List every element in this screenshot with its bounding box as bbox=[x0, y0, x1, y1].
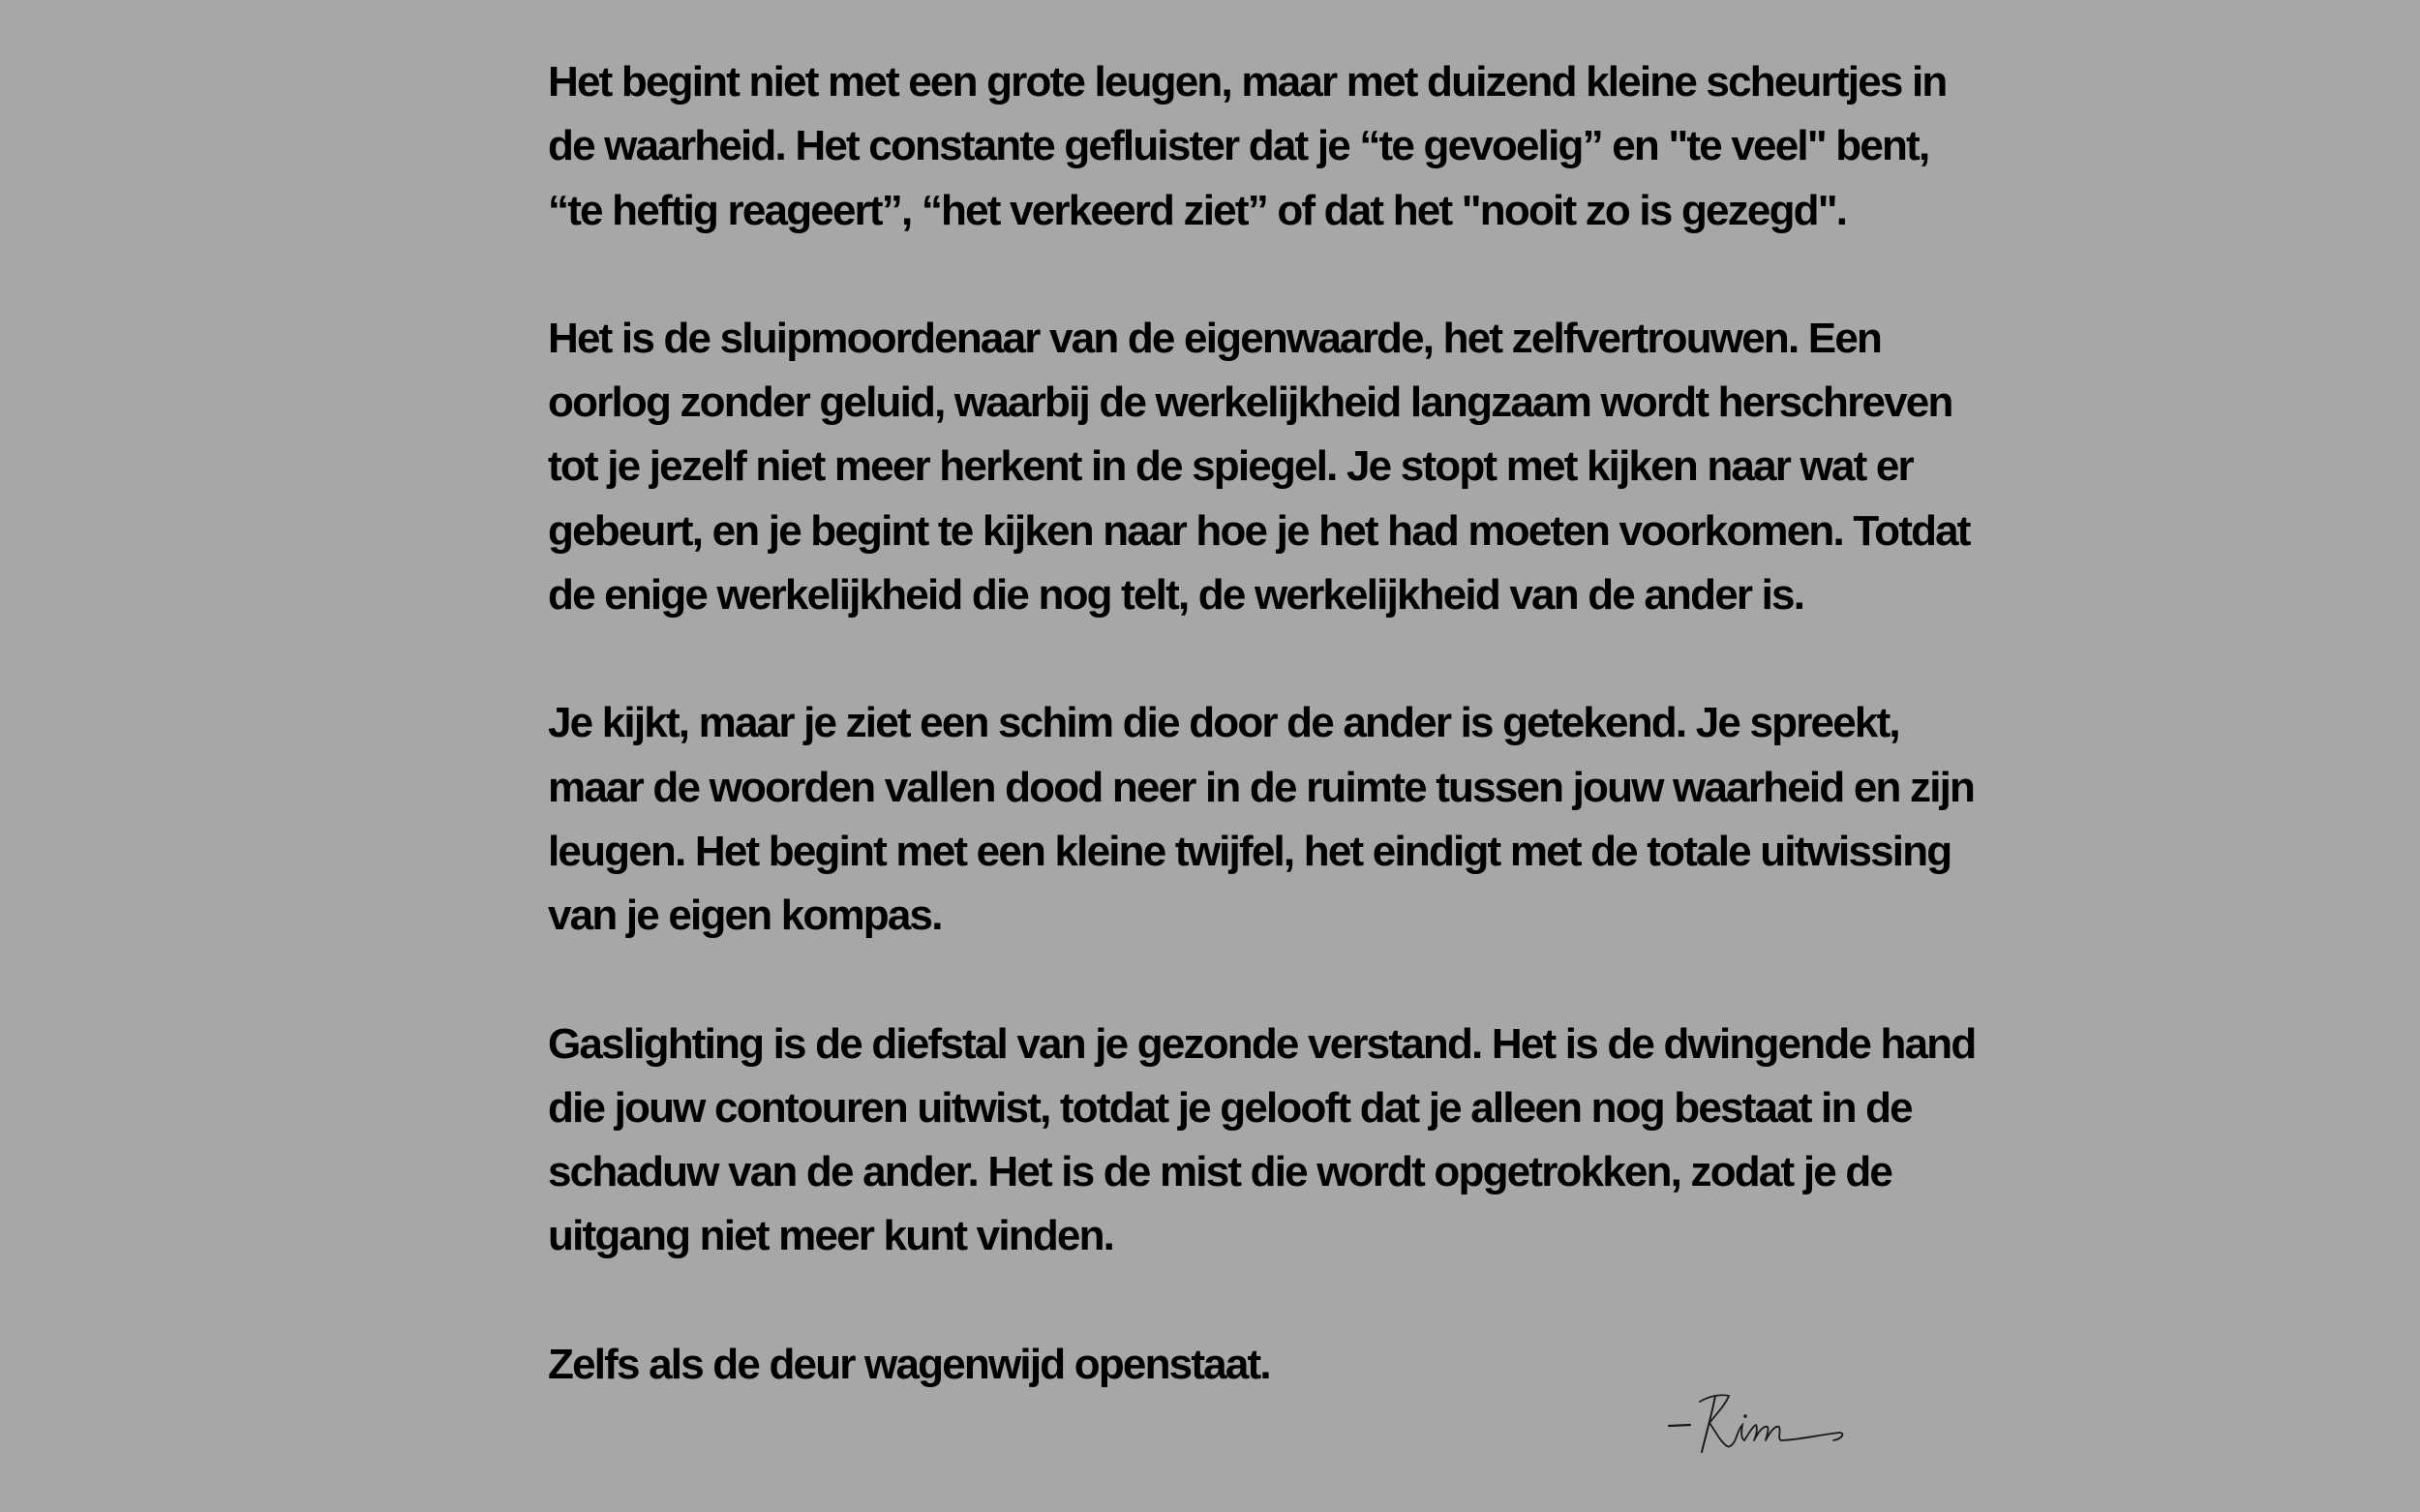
paragraph-2 bbox=[548, 307, 1970, 627]
paragraph-1 bbox=[548, 50, 1947, 243]
text-line: Gaslighting is de diefstal van je gezonde verstand. Het is de dwingende hand bbox=[548, 1019, 1976, 1068]
text-column bbox=[548, 50, 1976, 1397]
text-line: oorlog zonder geluid, waarbij de werkelijkheid langzaam wordt herschreven bbox=[548, 378, 1952, 427]
text-line: Het begint niet met een grote leugen, maar met duizend kleine scheurtjes in bbox=[548, 58, 1947, 106]
text-line: Je kijkt, maar je ziet een schim die door de ander is getekend. Je spreekt, bbox=[548, 699, 1899, 747]
text-line: van je eigen kompas. bbox=[548, 892, 942, 940]
text-line: Het is de sluipmoordenaar van de eigenwaarde, het zelfvertrouwen. Een bbox=[548, 314, 1882, 362]
text-line: maar de woorden vallen dood neer in de ruimte tussen jouw waarheid en zijn bbox=[548, 763, 1975, 811]
signature bbox=[1659, 1373, 1857, 1469]
text-line: “te heftig reageert”, “het verkeerd ziet” of dat het "nooit zo is gezegd". bbox=[548, 186, 1847, 234]
text-line: de enige werkelijkheid die nog telt, de werkelijkheid van de ander is. bbox=[548, 571, 1804, 620]
text-line: gebeurt, en je begint te kijken naar hoe je het had moeten voorkomen. Totdat bbox=[548, 506, 1970, 555]
signature-image bbox=[1659, 1373, 1857, 1469]
text-line: Zelfs als de deur wagenwijd openstaat. bbox=[548, 1340, 1270, 1388]
text-line: schaduw van de ander. Het is de mist die wordt opgetrokken, zodat je de bbox=[548, 1148, 1892, 1196]
text-line: uitgang niet meer kunt vinden. bbox=[548, 1212, 1114, 1260]
text-line: die jouw contouren uitwist, totdat je gelooft dat je alleen nog bestaat in de bbox=[548, 1083, 1912, 1132]
paragraph-3 bbox=[548, 691, 1975, 948]
text-line: leugen. Het begint met een kleine twijfel, het eindigt met de totale uitwissing bbox=[548, 827, 1951, 875]
paragraph-4 bbox=[548, 1013, 1976, 1269]
text-line: tot je jezelf niet meer herkent in de spiegel. Je stopt met kijken naar wat er bbox=[548, 442, 1913, 491]
text-line: de waarheid. Het constante gefluister dat je “te gevoelig” en "te veel" bent, bbox=[548, 122, 1929, 170]
